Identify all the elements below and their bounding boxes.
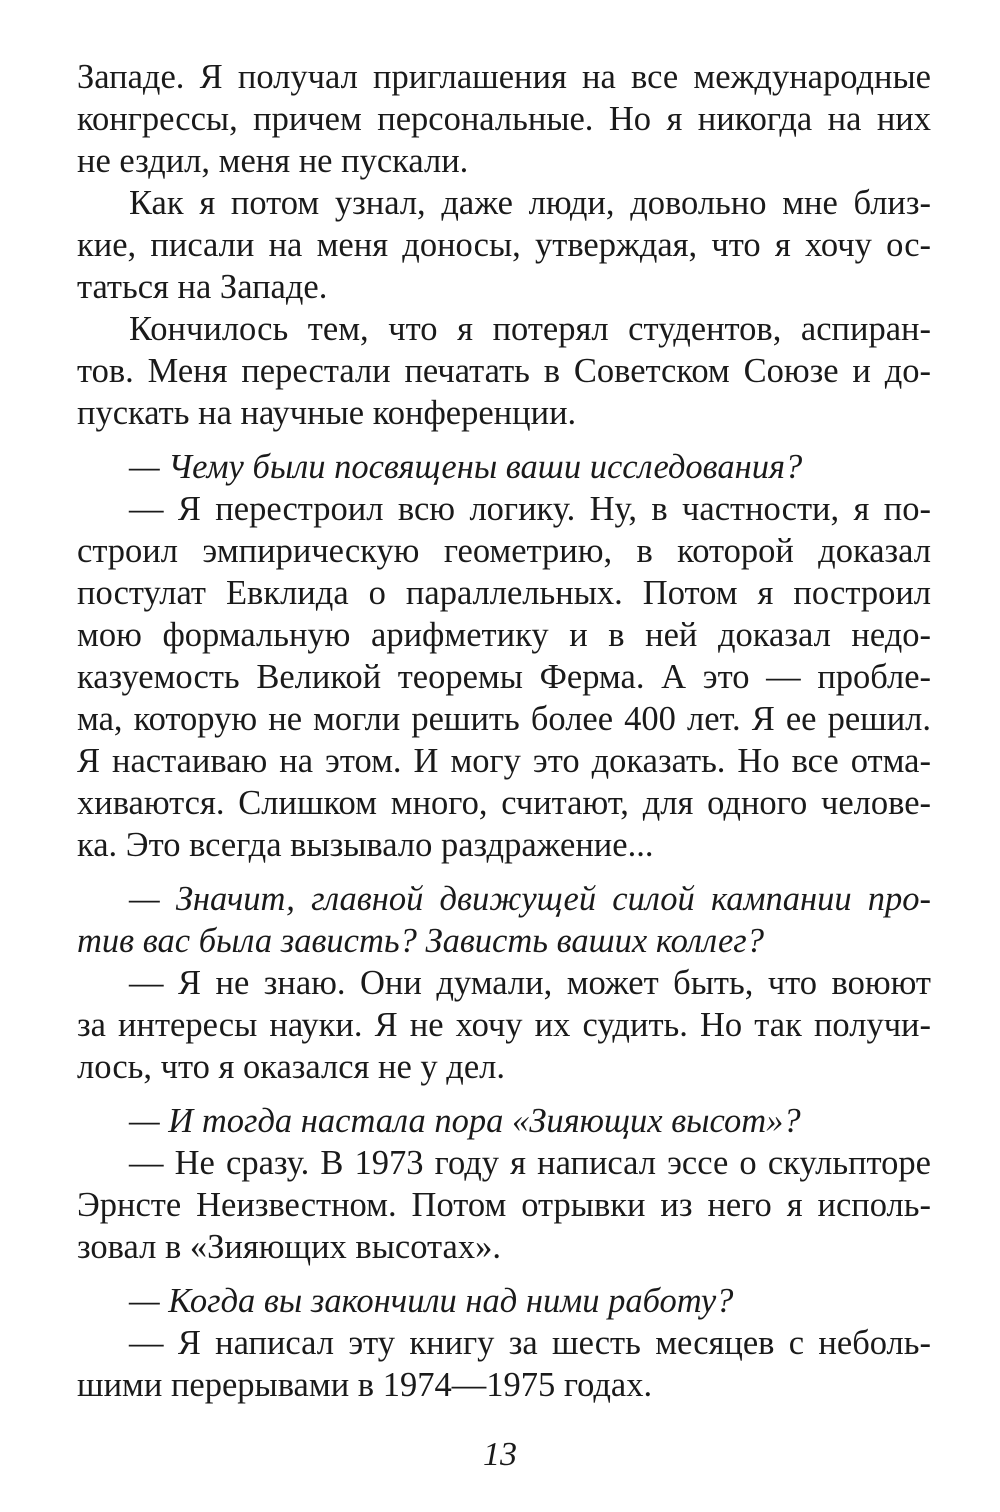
question-line: — Чему были посвящены ваши исследования? xyxy=(129,448,803,486)
answer xyxy=(77,1142,931,1268)
text-line: конгрессы, причем персональные. Но я никогда на них xyxy=(77,100,931,138)
paragraph xyxy=(77,308,931,434)
text-line: мою формальную арифметику и в ней доказал недо- xyxy=(77,616,931,654)
text-line: Кончилось тем, что я потерял студентов, аспиран- xyxy=(129,310,931,348)
question xyxy=(77,446,931,488)
text-line: кие, писали на меня доносы, утверждая, что я хочу ос- xyxy=(77,226,931,264)
section-gap xyxy=(77,434,931,446)
text-line: не ездил, меня не пускали. xyxy=(77,142,469,180)
answer xyxy=(77,488,931,866)
question-line: — Значит, главной движущей силой кампании про- xyxy=(129,880,931,918)
page-number: 13 xyxy=(483,1436,517,1473)
text-line: казуемость Великой теоремы Ферма. А это — пробле- xyxy=(77,658,931,696)
text-line: пускать на научные конференции. xyxy=(77,394,577,432)
text-line: таться на Западе. xyxy=(77,268,328,306)
text-line: за интересы науки. Я не хочу их судить. Но так получи- xyxy=(77,1006,931,1044)
text-line: ка. Это всегда вызывало раздражение... xyxy=(77,826,654,864)
paragraph xyxy=(77,56,931,182)
text-line: лось, что я оказался не у дел. xyxy=(77,1048,506,1086)
text-line: строил эмпирическую геометрию, в которой доказал xyxy=(77,532,931,570)
text-line: зовал в «Зияющих высотах». xyxy=(77,1228,501,1266)
text-line: шими перерывами в 1974—1975 годах. xyxy=(77,1366,653,1404)
question-line: тив вас была зависть? Зависть ваших коллег? xyxy=(77,922,765,960)
section-gap xyxy=(77,1088,931,1100)
question xyxy=(77,878,931,962)
text-line: Западе. Я получал приглашения на все международные xyxy=(77,58,931,96)
text-line: Эрнсте Неизвестном. Потом отрывки из него я исполь- xyxy=(77,1186,931,1224)
question-line: — И тогда настала пора «Зияющих высот»? xyxy=(129,1102,801,1140)
text-line: — Я перестроил всю логику. Ну, в частности, я по- xyxy=(129,490,931,528)
question xyxy=(77,1280,931,1322)
text-line: Как я потом узнал, даже люди, довольно мне близ- xyxy=(129,184,931,222)
section-gap xyxy=(77,866,931,878)
text-line: ма, которую не могли решить более 400 лет. Я ее решил. xyxy=(77,700,931,738)
text-line: — Не сразу. В 1973 году я написал эссе о скульпторе xyxy=(129,1144,931,1182)
question xyxy=(77,1100,931,1142)
text-line: хиваются. Слишком много, считают, для одного челове- xyxy=(77,784,931,822)
page-body xyxy=(77,56,931,1406)
text-line: — Я написал эту книгу за шесть месяцев с неболь- xyxy=(129,1324,931,1362)
text-line: постулат Евклида о параллельных. Потом я построил xyxy=(77,574,931,612)
answer xyxy=(77,1322,931,1406)
text-line: тов. Меня перестали печатать в Советском Союзе и до- xyxy=(77,352,931,390)
text-line: — Я не знаю. Они думали, может быть, что воюют xyxy=(129,964,931,1002)
question-line: — Когда вы закончили над ними работу? xyxy=(129,1282,734,1320)
paragraph xyxy=(77,182,931,308)
text-line: Я настаиваю на этом. И могу это доказать. Но все отма- xyxy=(77,742,931,780)
answer xyxy=(77,962,931,1088)
section-gap xyxy=(77,1268,931,1280)
